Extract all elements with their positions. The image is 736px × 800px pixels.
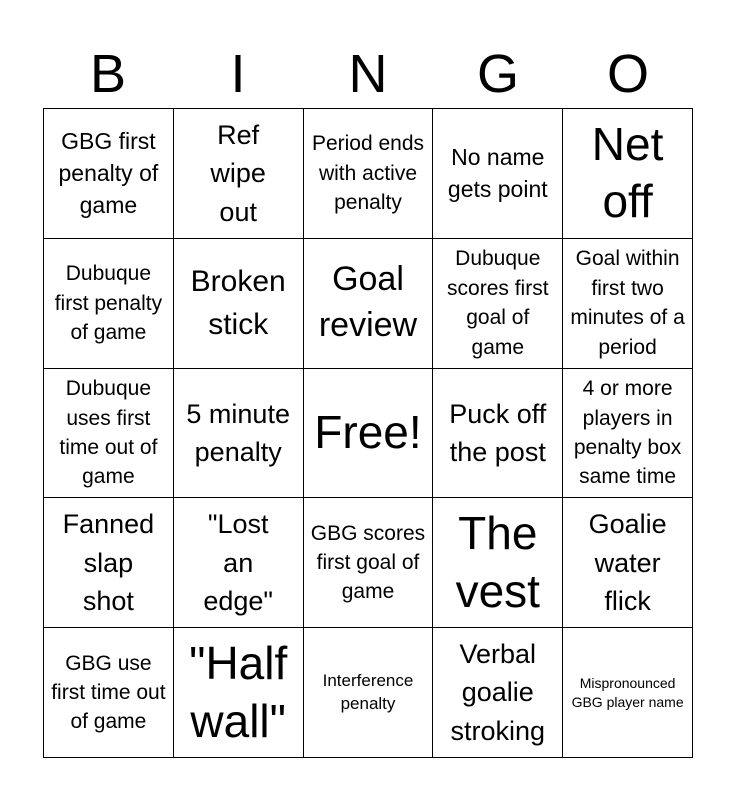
cell-text: Interference penalty — [322, 670, 414, 713]
bingo-header — [43, 40, 693, 108]
header-letter-b: B — [89, 44, 127, 104]
bingo-cell[interactable] — [44, 628, 174, 758]
bingo-cell[interactable] — [304, 109, 434, 239]
bingo-cell[interactable] — [563, 239, 693, 369]
bingo-cell[interactable] — [174, 109, 304, 239]
cell-text: Goal within first two minutes of a period — [570, 247, 685, 359]
bingo-cell[interactable] — [174, 369, 304, 499]
bingo-cell[interactable] — [44, 109, 174, 239]
header-letter-g: G — [476, 44, 519, 104]
cell-text: Dubuque scores first goal of game — [447, 247, 549, 359]
cell-text: "Lost an edge" — [203, 509, 274, 616]
cell-text: 4 or more players in penalty box same time — [573, 377, 682, 489]
bingo-cell[interactable] — [433, 239, 563, 369]
cell-text: Mispronounced GBG player name — [571, 674, 684, 710]
cell-text: Goal review — [318, 260, 418, 345]
cell-text: "Half wall" — [189, 637, 288, 747]
bingo-cell[interactable] — [44, 369, 174, 499]
bingo-cell[interactable] — [174, 239, 304, 369]
cell-text: Fanned slap shot — [62, 509, 155, 616]
bingo-cell[interactable] — [304, 628, 434, 758]
bingo-cell[interactable] — [174, 628, 304, 758]
bingo-cell[interactable] — [563, 628, 693, 758]
cell-text: No name gets point — [447, 144, 548, 203]
cell-text: Puck off the post — [449, 398, 547, 467]
free-cell[interactable] — [304, 369, 434, 499]
cell-text: Broken stick — [190, 264, 286, 342]
bingo-cell[interactable] — [563, 109, 693, 239]
header-letter-o: O — [606, 44, 649, 104]
cell-text: GBG use first time out of game — [51, 651, 166, 734]
cell-text: Dubuque first penalty of game — [54, 262, 163, 344]
cell-text: Dubuque uses first time out of game — [59, 377, 158, 489]
bingo-cell[interactable] — [433, 109, 563, 239]
bingo-cell[interactable] — [563, 369, 693, 499]
cell-text: 5 minute penalty — [186, 398, 290, 467]
cell-text: Verbal goalie stroking — [450, 639, 546, 746]
cell-text: GBG scores first goal of game — [310, 521, 426, 604]
bingo-cell[interactable] — [433, 498, 563, 628]
cell-text: Free! — [314, 406, 422, 459]
header-letter-i: I — [230, 44, 246, 104]
bingo-cell[interactable] — [304, 498, 434, 628]
bingo-cell[interactable] — [433, 628, 563, 758]
cell-text: Ref wipe out — [210, 119, 266, 227]
cell-text: Net off — [591, 117, 664, 228]
cell-text: Goalie water flick — [588, 509, 667, 616]
cell-text: Period ends with active penalty — [311, 132, 425, 215]
bingo-cell[interactable] — [44, 239, 174, 369]
bingo-cell[interactable] — [304, 239, 434, 369]
header-letter-n: N — [348, 44, 388, 104]
bingo-cell[interactable] — [44, 498, 174, 628]
cell-text: The vest — [455, 507, 540, 617]
bingo-grid — [43, 108, 693, 758]
bingo-cell[interactable] — [563, 498, 693, 628]
bingo-cell[interactable] — [433, 369, 563, 499]
cell-text: GBG first penalty of game — [58, 128, 159, 219]
bingo-cell[interactable] — [174, 498, 304, 628]
